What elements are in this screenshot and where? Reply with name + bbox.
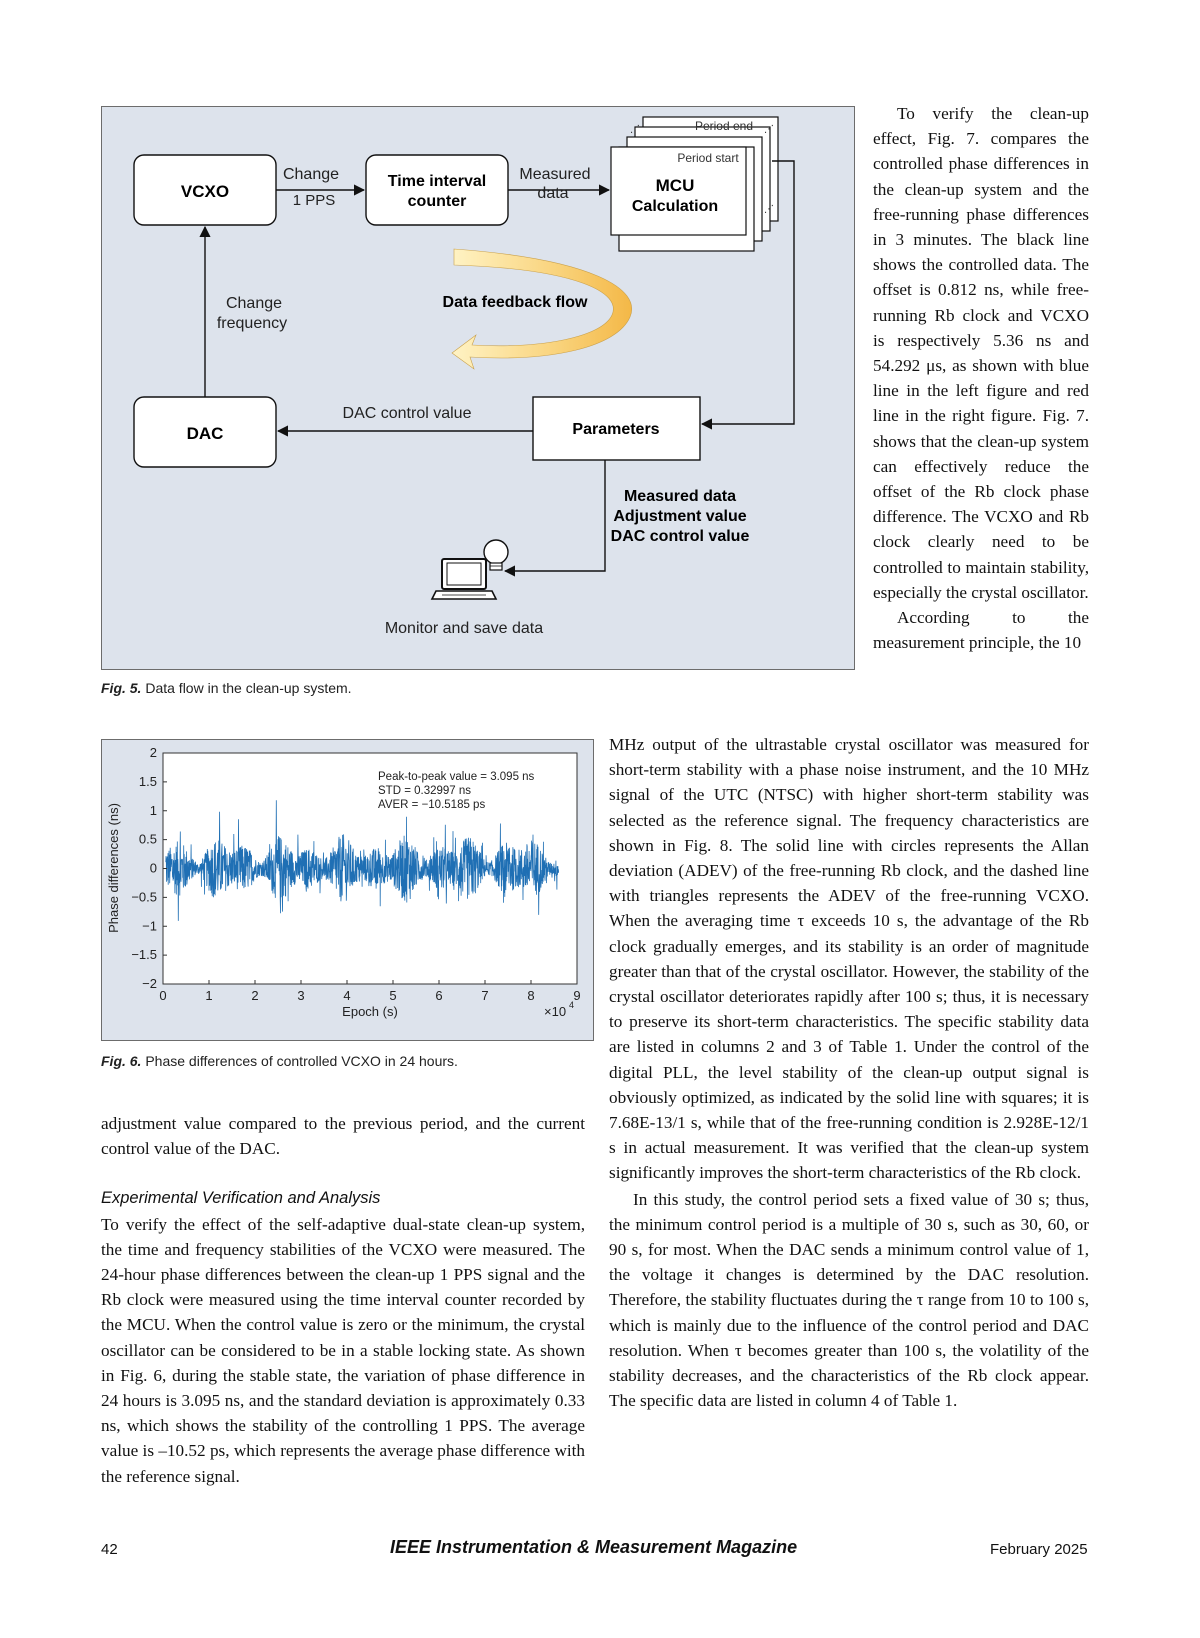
vcxo-block: [134, 155, 276, 225]
right-column-top: [873, 101, 1089, 655]
tic-label-2: counter: [407, 193, 467, 210]
y-tick-label-5: −0.5: [131, 889, 157, 905]
annotation-aver: AVER = −10.5185 ps: [378, 799, 486, 811]
time-interval-counter-block: [366, 155, 508, 225]
mcu-label-1: MCU: [655, 176, 695, 195]
mcu-label-2: Calculation: [631, 198, 719, 215]
figure-6-chart: [101, 739, 594, 1041]
change-frequency-label-1: Change: [225, 295, 283, 312]
paragraph-measurement-start: According to the measurement principle, the 10: [873, 608, 1089, 653]
list-adjustment-value: Adjustment value: [613, 508, 747, 525]
lightbulb-icon: [484, 540, 508, 570]
figure-5-caption-label: Fig. 5.: [101, 680, 142, 696]
left-column-bottom: [101, 1111, 585, 1489]
measured-label: Measured: [519, 166, 591, 183]
paragraph-measurement-cont: MHz output of the ultrastable crystal oscillator was measured for short-term stability with a phase noise instrument, and the 10 MHz signal of the UTC (NTSC) with higher short-term stability was selected as the reference signal. The frequency characteristics are shown in Fig. 8. The solid line with circles represents the Allan deviation (ADEV) of the free-running Rb clock, and the dashed line with triangles represents the ADEV of the free-running VCXO. When the averaging time τ exceeds 10 s, the advantage of the Rb clock gradually emerges, and its stability is an order of magnitude greater than that of the crystal oscillator. However, the stability of the crystal oscillator deteriorates rapidly after 100 s; thus, it is necessary to preserve its short-term characteristics. The specific stability data are listed in columns 2 and 3 of Table 1. Under the control of the digital PLL, the level stability of the clean-up output signal is obviously optimized, as indicated by the solid line with squares; it is 7.68E-13/1 s, while that of the free-running condition is 2.928E-12/1 s in actual measurement. It was verified that the clean-up system significantly improves the short-term characteristics of the Rb clock.: [609, 735, 1089, 1183]
journal-title: IEEE Instrumentation & Measurement Magazine: [390, 1537, 798, 1557]
x-tick-label-1: 1: [205, 988, 213, 1003]
parameters-to-monitor-arrow: [505, 460, 605, 571]
period-start-label: Period start: [677, 151, 739, 165]
x-tick-label-4: 4: [343, 988, 351, 1003]
x-multiplier-label: ×10: [544, 1004, 567, 1019]
parameters-label: Parameters: [572, 421, 660, 438]
dac-control-value-label: DAC control value: [342, 405, 472, 422]
y-axis-label: Phase differences (ns): [106, 803, 121, 933]
y-tick-label-1: 1.5: [138, 773, 157, 789]
data-feedback-flow-label: Data feedback flow: [442, 294, 588, 311]
x-tick-label-7: 7: [481, 988, 489, 1003]
mcu-stack: [611, 117, 778, 251]
y-tick-label-6: −1: [142, 918, 157, 934]
y-tick-label-3: 0.5: [138, 831, 157, 847]
figure-5-caption: [101, 680, 352, 696]
x-multiplier-exponent: 4: [569, 1000, 575, 1010]
annotation-peak: Peak-to-peak value = 3.095 ns: [378, 771, 535, 783]
x-tick-label-9: 9: [573, 988, 581, 1003]
figure-5-caption-text: Data flow in the clean-up system.: [141, 680, 352, 696]
change-frequency-label-2: frequency: [216, 315, 288, 332]
x-tick-label-5: 5: [389, 988, 397, 1003]
tic-label-1: Time interval: [387, 173, 487, 190]
x-tick-label-8: 8: [527, 988, 535, 1003]
paragraph-adjustment: adjustment value compared to the previous period, and the current control value of the DAC.: [101, 1114, 585, 1159]
paragraph-control-period: In this study, the control period sets a fixed value of 30 s; thus, the minimum control period is a multiple of 30 s, such as 30, 60, or 90 s, for most. When the DAC sends a minimum control value of 1, the voltage it changes is determined by the DAC resolution. Therefore, the stability fluctuates during the τ range from 10 to 100 s, which is mainly due to the influence of the control period and DAC resolution. When τ becomes greater than 100 s, the volatility of the stability decreases, and the characteristics of the Rb clock appear. The specific data are listed in column 4 of Table 1.: [609, 1189, 1089, 1411]
dac-label: DAC: [186, 424, 224, 443]
data-label: data: [537, 185, 569, 202]
parameters-block: [533, 397, 700, 460]
period-end-label: Period end: [694, 119, 754, 133]
dac-block: [134, 397, 276, 467]
right-column-bottom: [609, 732, 1089, 1413]
y-tick-label-0: 2: [149, 745, 157, 760]
y-tick-label-8: −2: [142, 976, 157, 991]
issue-date: February 2025: [990, 1541, 1088, 1558]
x-tick-label-3: 3: [297, 988, 305, 1003]
list-dac-control-value: DAC control value: [610, 528, 750, 545]
x-tick-label-2: 2: [251, 988, 259, 1003]
ellipsis-icon-2: ⋰: [764, 124, 774, 135]
ellipsis-icon-1: ⋰: [630, 124, 640, 135]
vcxo-label: VCXO: [180, 182, 230, 201]
x-tick-label-0: 0: [159, 988, 167, 1003]
y-tick-label-4: 0: [149, 860, 157, 876]
figure-6-caption: [101, 1053, 458, 1069]
figure-6-caption-text: Phase differences of controlled VCXO in 24 hours.: [141, 1053, 458, 1069]
change-label: Change: [282, 166, 340, 183]
monitor-save-label: Monitor and save data: [384, 620, 544, 637]
phase-difference-chart: [102, 740, 595, 1042]
x-axis-label: Epoch (s): [342, 1004, 398, 1019]
paragraph-experimental: To verify the effect of the self-adaptive dual-state clean-up system, the time and frequency stabilities of the VCXO were measured. The 24-hour phase differences between the clean-up 1 PPS signal and the Rb clock were measured using the time interval counter recorded by the MCU. When the control value is zero or the minimum, the crystal oscillator can be considered to be in a stable locking state. As shown in Fig. 6, during the stable state, the variation of phase difference in 24 hours is 3.095 ns, and the standard deviation is approximately 0.33 ns, which shows the stability of the controlling 1 PPS. The average value is –10.52 ps, which represents the average phase difference with the reference signal.: [101, 1214, 585, 1486]
list-measured-data: Measured data: [623, 488, 737, 505]
section-heading: Experimental Verification and Analysis: [101, 1189, 381, 1208]
laptop-icon: [432, 559, 496, 599]
figure-6-caption-label: Fig. 6.: [101, 1053, 142, 1069]
page-number: 42: [101, 1541, 118, 1558]
ellipsis-icon-3: ⋰: [764, 204, 774, 215]
y-tick-label-7: −1.5: [131, 947, 157, 963]
paragraph-verify-cleanup: To verify the clean-up effect, Fig. 7. compares the controlled phase differences in the clean-up system and the free-running phase differences in 3 minutes. The black line shows the controlled data. The offset is 0.812 ns, while free-running Rb clock and VCXO is respectively 5.36 ns and 54.292 μs, as shown with blue line in the left figure and red line in the right figure. Fig. 7. shows that the clean-up system can effectively reduce the offset of the Rb clock phase difference. The VCXO and Rb clock clearly need to be controlled to maintain stability, especially the crystal oscillator.: [873, 104, 1089, 602]
annotation-std: STD = 0.32997 ns: [378, 785, 472, 797]
figure-5-diagram: [101, 106, 855, 670]
x-tick-label-6: 6: [435, 988, 443, 1003]
y-tick-label-2: 1: [149, 802, 157, 818]
pps-label: 1 PPS: [292, 192, 336, 209]
